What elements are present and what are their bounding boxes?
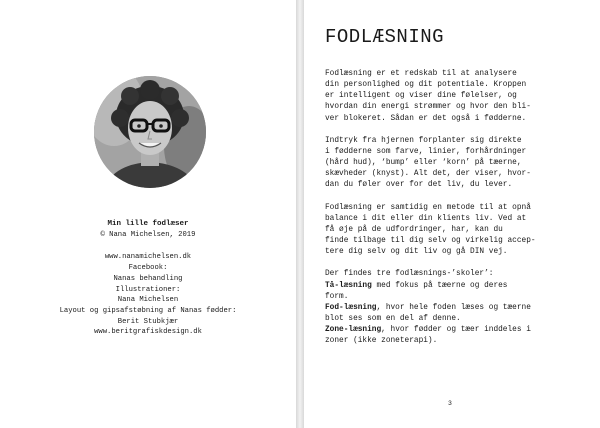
paragraph: Fodlæsning er samtidig en metode til at opnå balance i dit eller din klients liv. Ved at få øje på de udfordringer, har, kan du finde tilbage til dig selv og virkelig accep- tere dig selv og dit liv og gå DIN vej. [325,203,536,257]
credit-line: www.nanamichelsen.dk [104,253,192,262]
school-description-cont: blot ses som en del af denne. [325,314,461,323]
school-item [325,325,587,336]
school-name: Fod-læsning [325,303,377,312]
credit-line: Illustrationer: [115,285,181,294]
left-page [0,0,296,428]
school-description-cont: form. [325,292,349,301]
schools-list [325,269,587,347]
book-gutter [296,0,304,428]
page-title: FODLÆSNING [325,26,445,48]
paragraph: Fodlæsning er et redskab til at analysere din personlighed og dit potentiale. Kroppen er intelligent og viser dine følelser, og hvordan din energi strømmer og hvor den bli- ver blokeret. Sådan er det også i fødderne. [325,70,531,123]
school-description: , hvor fødder og tæer inddeles i [381,326,531,335]
right-page [304,0,600,428]
school-name: Tå-læsning [325,281,372,290]
credit-line: Facebook: [128,264,168,273]
paragraph: Indtryk fra hjernen forplanter sig direkte i fødderne som farve, linier, forhårdninger (hård hud), ‘bump’ eller ‘korn’ på tæerne, skævheder (knyst). Alt det, der viser, hvor- dan du føler over for det liv, du lever. [325,136,531,190]
credit-line: Nanas behandling [113,274,183,283]
school-description-cont: zoner (ikke zoneterapi). [325,337,438,346]
schools-intro: Der findes tre fodlæsnings-’skoler’: [325,270,494,279]
author-portrait [94,76,206,188]
page-number: 3 [448,400,452,407]
credit-line: Nana Michelsen [117,296,179,305]
copyright-line: © Nana Michelsen, 2019 [100,230,196,239]
book-title: Min lille fodlæser [107,220,189,228]
school-description: , hvor hele foden læses og tæerne [376,303,531,312]
school-item [325,303,587,314]
credit-line: Layout og gipsafstøbning af Nanas fødder: [59,306,237,315]
school-item [325,281,587,292]
school-name: Zone-læsning [325,326,382,335]
portrait-photo-icon [94,76,206,188]
credit-line: www.beritgrafiskdesign.dk [94,328,202,337]
credits-block [20,219,276,338]
body-text [325,69,587,347]
school-description: med fokus på tæerne og deres [371,281,508,290]
credit-line: Berit Stubkjær [117,317,179,326]
